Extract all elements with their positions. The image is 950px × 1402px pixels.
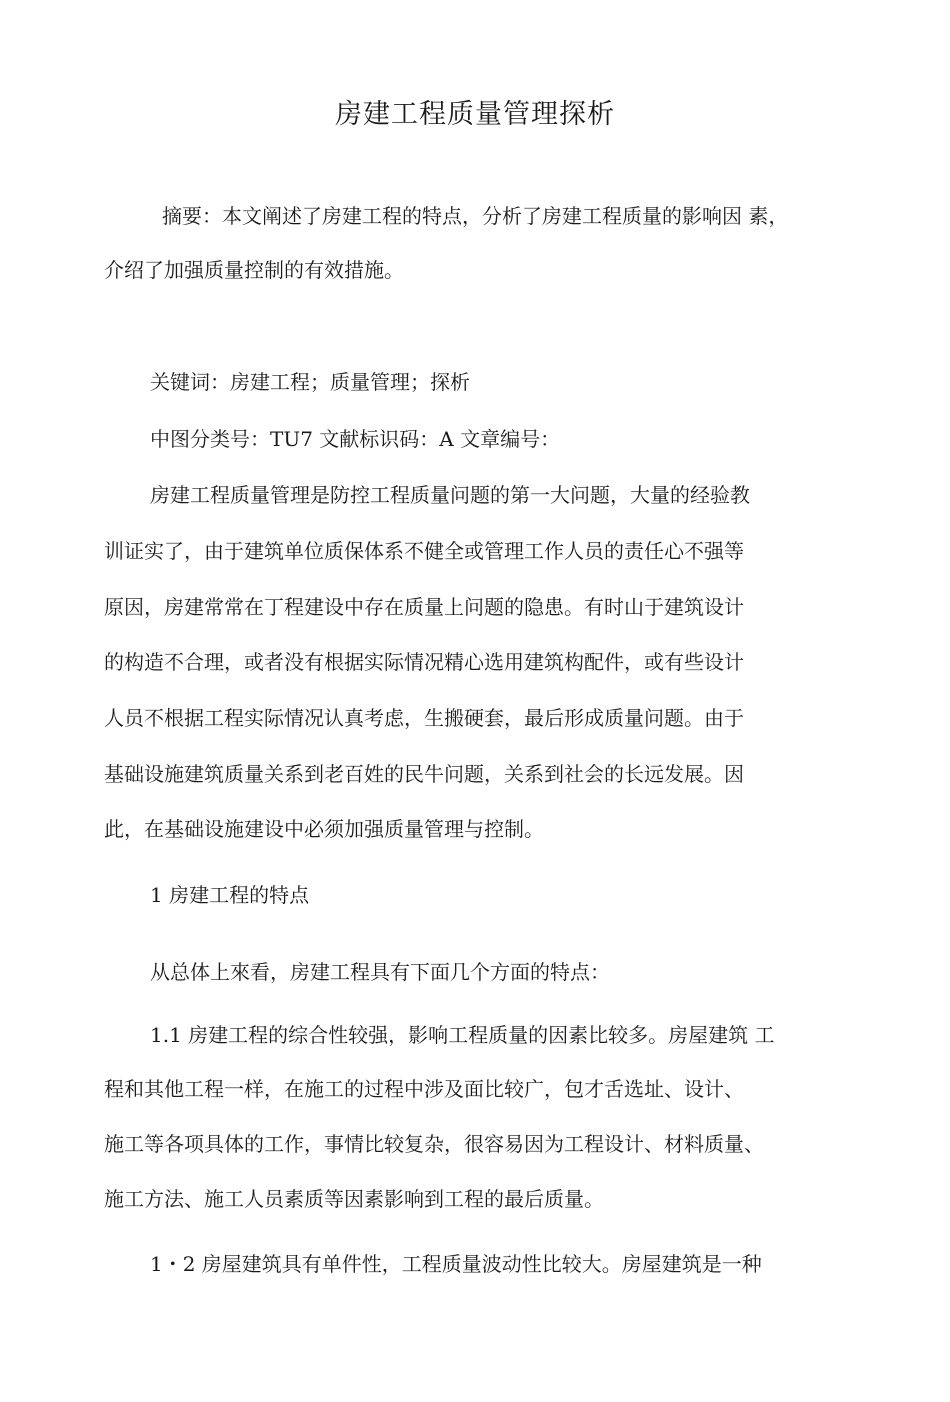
paragraph-line: 从总体上來看，房建工程具有下面几个方面的特点： bbox=[150, 960, 610, 984]
paragraph-line: 训证实了，由于建筑单位质保体系不健全或管理工作人员的责任心不强等 bbox=[104, 539, 744, 563]
paragraph-line: 的构造不合理，或者没有根据实际情况精心选用建筑构配件，或有些设计 bbox=[104, 650, 744, 674]
document-title: 房建工程质量管理探析 bbox=[335, 99, 615, 130]
paragraph-line: 施工方法、施工人员素质等因素影响到工程的最后质量。 bbox=[104, 1187, 604, 1211]
paragraph-line: 施工等各项具体的工作，事情比较复杂，很容易因为工程设计、材料质量、 bbox=[104, 1132, 764, 1156]
paragraph-line: 基础设施建筑质量关系到老百姓的民牛问题，关系到社会的长远发展。因 bbox=[104, 762, 744, 786]
abstract-line: 介绍了加强质量控制的有效措施。 bbox=[104, 258, 404, 282]
paragraph-line: 人员不根据工程实际情况认真考虑，生搬硬套，最后形成质量问题。由于 bbox=[104, 706, 744, 730]
paragraph-line: 原因，房建常常在丁程建设中存在质量上问题的隐患。有时山于建筑设计 bbox=[104, 595, 744, 619]
keywords: 关键词：房建工程；质量管理；探析 bbox=[150, 370, 470, 394]
paragraph-line: 房建工程质量管理是防控工程质量问题的第一大问题，大量的经验教 bbox=[150, 483, 750, 507]
paragraph-line: 1.1 房建工程的综合性较强，影响工程质量的因素比较多。房屋建筑 工 bbox=[150, 1023, 775, 1047]
classification: 中图分类号：TU7 文献标识码：A 文章编号： bbox=[150, 427, 561, 451]
paragraph-line: 1・2 房屋建筑具有单件性，工程质量波动性比较大。房屋建筑是一种 bbox=[150, 1252, 762, 1276]
section-heading: 1 房建工程的特点 bbox=[150, 883, 310, 907]
abstract-line: 摘要：本文阐述了房建工程的特点，分析了房建工程质量的影响因 素， bbox=[162, 204, 789, 228]
paragraph-line: 此，在基础设施建设中必须加强质量管理与控制。 bbox=[104, 817, 544, 841]
paragraph-line: 程和其他工程一样，在施工的过程中涉及面比较广，包才舌选址、设计、 bbox=[104, 1077, 744, 1101]
